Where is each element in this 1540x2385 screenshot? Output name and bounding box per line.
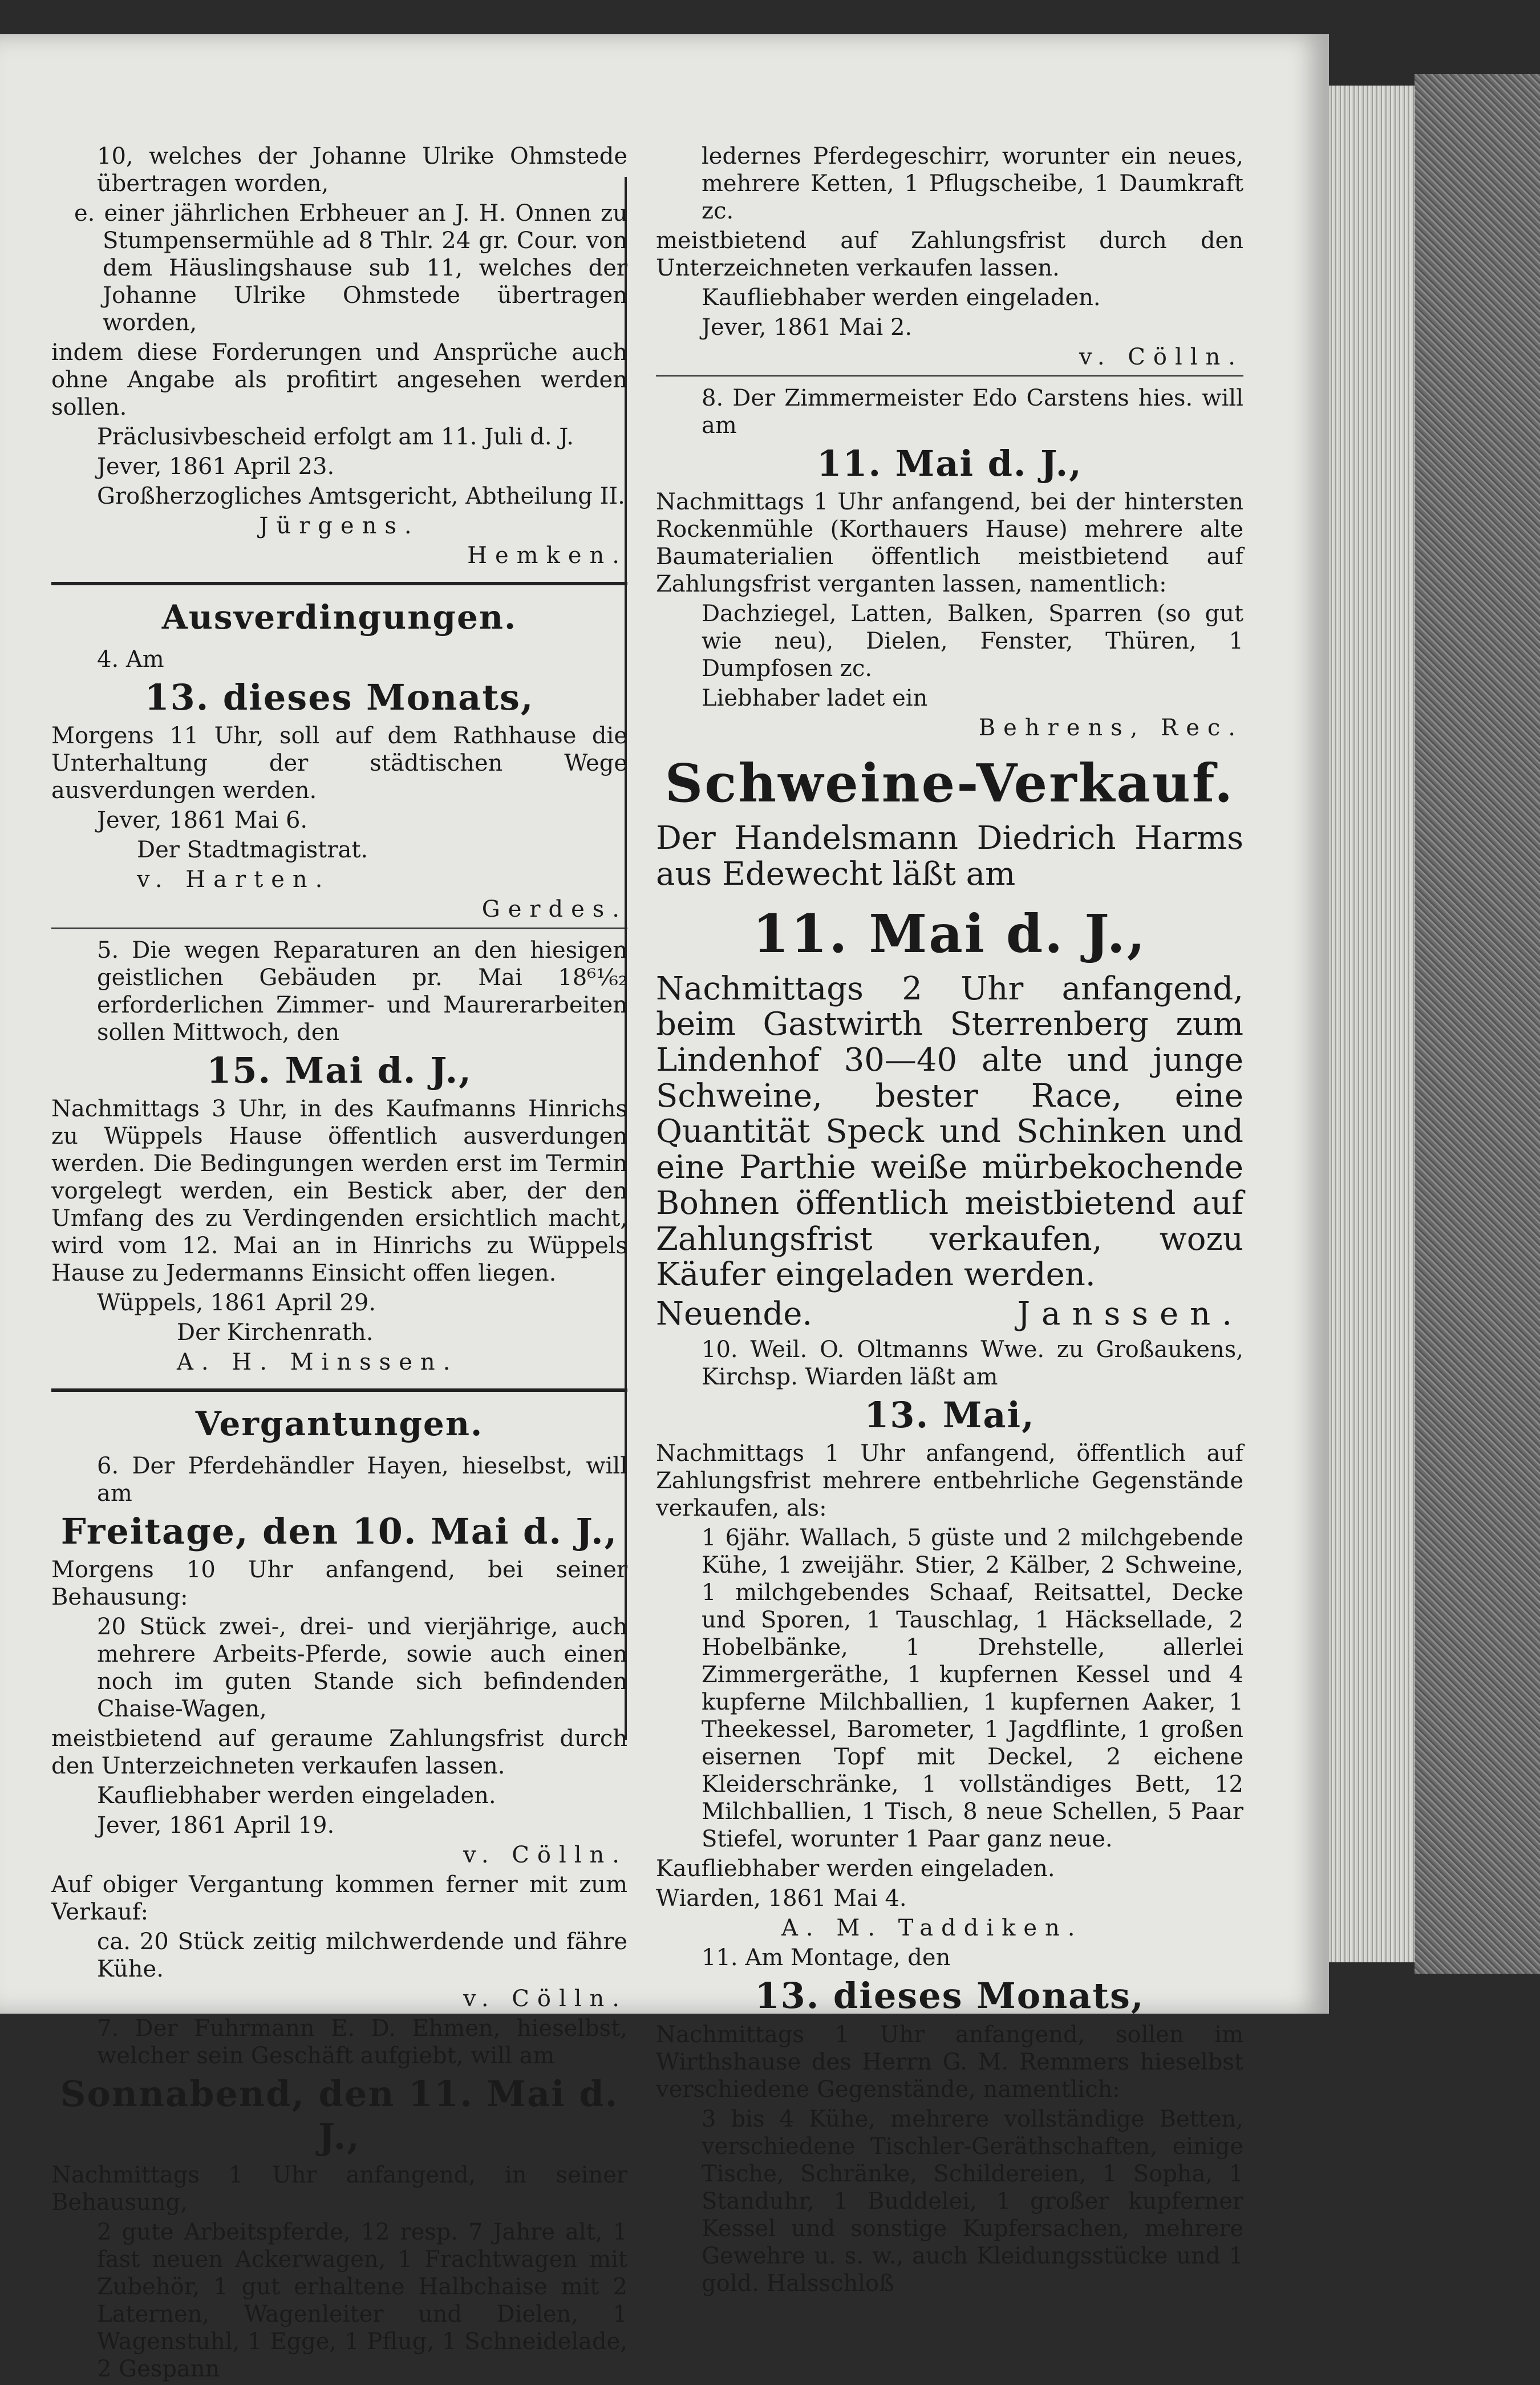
ad-signature: Janssen. <box>1017 1295 1243 1333</box>
notice-4-label: 4. Am <box>97 646 164 673</box>
intro-line-2: e. einer jährlichen Erbheuer an J. H. Onnen zu Stumpensermühle ad 8 Thlr. 24 gr. Cour. von dem Häuslingshause sub 11, welches der Johanne Ulrike Ohmstede übertragen worden, <box>74 200 627 336</box>
section-divider <box>51 1388 627 1392</box>
notice-11-items: 3 bis 4 Kühe, mehrere vollständige Betten, verschiedene Tischler-Geräthschaften, einige Tische, Schränke, Schildereien, 1 Sopha, 1 Standuhr, 1 Buddelei, 1 großer kupferner Kessel und sonstige Kupfersachen, mehrere Gewehre u. s. w., auch Kleidungsstücke und 1 gold. Halsschloß <box>702 2105 1243 2297</box>
notice-8-sig: Behrens, Rec. <box>978 715 1243 742</box>
notice-7-date: Sonnabend, den 11. Mai d. J., <box>60 2073 619 2157</box>
continued-place: Jever, 1861 Mai 2. <box>702 314 913 341</box>
notice-4-text: Morgens 11 Uhr, soll auf dem Rathhause die Unterhaltung der städtischen Wege ausverdungen werden. <box>51 722 627 804</box>
intro-line-1: 10, welches der Johanne Ulrike Ohmstede übertragen worden, <box>97 143 627 197</box>
book-fore-edge <box>1329 86 1415 1962</box>
notice-6-place: Jever, 1861 April 19. <box>97 1812 335 1839</box>
notice-8-date: 11. Mai d. J., <box>817 443 1083 484</box>
notice-5-sig-2: A. H. Minssen. <box>177 1349 459 1376</box>
notice-8-text: 8. Der Zimmermeister Edo Carstens hies. will am <box>702 385 1243 439</box>
continued-text: meistbietend auf Zahlungsfrist durch den Unterzeichneten verkaufen lassen. <box>656 228 1243 281</box>
notice-4-sig-3: Gerdes. <box>481 896 627 922</box>
notice-6-addendum: Auf obiger Vergantung kommen ferner mit zum Verkauf: <box>51 1872 627 1926</box>
notice-7-text-2: Nachmittags 1 Uhr anfangend, in seiner Behausung, <box>51 2162 627 2216</box>
intro-line-6: Großherzogliches Amtsgericht, Abtheilung II. <box>97 483 625 509</box>
notice-5-text-2: Nachmittags 3 Uhr, in des Kaufmanns Hinrichs zu Wüppels Hause öffentlich ausverdungen werden. Die Bedingungen werden erst im Termin vorgelegt werden, ein Bestick aber, der den Umfang des zu Verdingenden ersichtlich macht, wird vom 12. Mai an in Hinrichs zu Wüppels Hause zu Jedermanns Einsicht offen liegen. <box>51 1096 627 1287</box>
ad-text-1: Der Handelsmann Diedrich Harms aus Edewecht läßt am <box>656 819 1243 893</box>
intro-signature-1: Jürgens. <box>259 513 420 539</box>
notice-divider <box>51 928 627 929</box>
notice-6-sig-2: v. Cölln. <box>463 1986 627 2013</box>
notice-11-text-2: Nachmittags 1 Uhr anfangend, sollen im Wirthshause des Herrn G. M. Remmers hieselbst verschiedene Gegenstände, namentlich: <box>656 2021 1243 2103</box>
ad-date: 11. Mai d. J., <box>752 903 1147 965</box>
notice-8-items: Dachziegel, Latten, Balken, Sparren (so gut wie neu), Dielen, Fenster, Thüren, 1 Dumpfosen zc. <box>702 601 1243 682</box>
ad-place: Neuende. <box>656 1295 813 1333</box>
notice-10-place: Wiarden, 1861 Mai 4. <box>656 1885 907 1912</box>
section-title-ausverdingungen: Ausverdingungen. <box>161 598 517 637</box>
notice-5-place: Wüppels, 1861 April 29. <box>97 1290 376 1317</box>
notice-6-text-3: meistbietend auf geraume Zahlungsfrist durch den Unterzeichneten verkaufen lassen. <box>51 1726 627 1780</box>
ad-text-2: Nachmittags 2 Uhr anfangend, beim Gastwirth Sterrenberg zum Lindenhof 30—40 alte und junge Schweine, bester Race, eine Quantität Speck und Schinken und eine Parthie weiße mürbekochende Bohnen öffentlich meistbietend auf Zahlungsfrist verkaufen, wozu Käufer eingeladen werden. <box>656 970 1243 1294</box>
notice-5-text: 5. Die wegen Reparaturen an den hiesigen geistlichen Gebäuden pr. Mai 18⁶¹⁄₆₂ erforderlichen Zimmer- und Maurerarbeiten sollen Mittwoch, den <box>97 937 627 1046</box>
notice-7-items: 2 gute Arbeitspferde, 12 resp. 7 Jahre alt, 1 fast neuen Ackerwagen, 1 Frachtwagen mit Zubehör, 1 gut erhaltene Halbchaise mit 2 Laternen, Wagenleiter und Dielen, 1 Wagenstuhl, 1 Egge, 1 Pflug, 1 Schneidelade, 2 Gespann <box>97 2219 627 2383</box>
notice-11-text: 11. Am Montage, den <box>702 1945 951 1971</box>
notice-6-date: Freitage, den 10. Mai d. J., <box>60 1510 618 1552</box>
intro-line-5: Jever, 1861 April 23. <box>97 453 335 480</box>
ad-footer <box>656 1297 1243 1333</box>
notice-10-sig: A. M. Taddiken. <box>781 1915 1083 1942</box>
notice-divider <box>656 375 1243 376</box>
intro-signature-2: Hemken. <box>467 542 627 569</box>
right-column <box>656 143 1243 2299</box>
notice-5-sig-1: Der Kirchenrath. <box>177 1319 374 1346</box>
notice-10-text: 10. Weil. O. Oltmanns Wwe. zu Großaukens, Kirchsp. Wiarden läßt am <box>702 1336 1243 1390</box>
notice-10-date: 13. Mai, <box>864 1394 1035 1436</box>
notice-6-sig: v. Cölln. <box>463 1842 627 1869</box>
notice-5-date: 15. Mai d. J., <box>206 1049 472 1091</box>
continued-text-2: Kaufliebhaber werden eingeladen. <box>702 285 1101 311</box>
book-cover <box>1415 74 1540 1974</box>
notice-8-text-3: Liebhaber ladet ein <box>702 685 928 712</box>
notice-6-addendum-items: ca. 20 Stück zeitig milchwerdende und fähre Kühe. <box>97 1929 627 1983</box>
notice-4-sig-1: Der Stadtmagistrat. <box>137 836 368 863</box>
notice-10-text-2: Nachmittags 1 Uhr anfangend, öffentlich auf Zahlungsfrist mehrere entbehrliche Gegenstände verkaufen, als: <box>656 1440 1243 1522</box>
notice-6-items: 20 Stück zwei-, drei- und vierjährige, auch mehrere Arbeits-Pferde, sowie auch einen noch im guten Stande sich befindenden Chaise-Wagen, <box>97 1614 627 1723</box>
left-column <box>51 143 627 2385</box>
section-divider <box>51 582 627 585</box>
intro-line-3: indem diese Forderungen und Ansprüche auch ohne Angabe als profitirt angesehen werden sollen. <box>51 339 627 420</box>
notice-6-text-2: Morgens 10 Uhr anfangend, bei seiner Behausung: <box>51 1557 627 1611</box>
notice-11-date: 13. dieses Monats, <box>755 1975 1145 2017</box>
notice-8-text-2: Nachmittags 1 Uhr anfangend, bei der hintersten Rockenmühle (Korthauers Hause) mehrere alte Baumaterialien öffentlich meistbietend auf Zahlungsfrist verganten lassen, namentlich: <box>656 489 1243 598</box>
notice-10-items: 1 6jähr. Wallach, 5 güste und 2 milchgebende Kühe, 1 zweijähr. Stier, 2 Kälber, 2 Schweine, 1 milchgebendes Schaaf, Reitsattel, Decke und Sporen, 1 Tauschlag, 1 Häcksellade, 2 Hobelbänke, 1 Drehstelle, allerlei Zimmergeräthe, 1 kupfernen Kessel und 4 kupferne Milchballien, 1 kupfernen Aaker, 1 Theekessel, Barometer, 1 Jagdflinte, 1 großen eisernen Topf mit Deckel, 2 eichene Kleiderschränke, 1 vollständiges Bett, 12 Milchballien, 1 Tisch, 8 neue Schellen, 5 Paar Stiefel, worunter 1 Paar ganz neue. <box>702 1525 1243 1853</box>
intro-line-4: Präclusivbescheid erfolgt am 11. Juli d. J. <box>97 424 574 450</box>
notice-4-sig-2: v. Harten. <box>137 866 331 893</box>
notice-7-text: 7. Der Fuhrmann E. D. Ehmen, hieselbst, welcher sein Geschäft aufgiebt, will am <box>97 2015 627 2070</box>
continued-items: ledernes Pferdegeschirr, worunter ein neues, mehrere Ketten, 1 Pflugscheibe, 1 Daumkraft zc. <box>702 143 1243 224</box>
notice-4-date: 13. dieses Monats, <box>144 676 534 718</box>
notice-4-place: Jever, 1861 Mai 6. <box>97 807 308 833</box>
notice-10-text-3: Kaufliebhaber werden eingeladen. <box>656 1856 1055 1882</box>
notice-6-text-4: Kaufliebhaber werden eingeladen. <box>97 1783 496 1809</box>
continued-sig: v. Cölln. <box>1079 344 1243 370</box>
ad-title: Schweine-Verkauf. <box>664 752 1235 815</box>
section-title-vergantungen: Vergantungen. <box>195 1404 484 1444</box>
notice-6-text: 6. Der Pferdehändler Hayen, hieselbst, will am <box>97 1452 627 1507</box>
